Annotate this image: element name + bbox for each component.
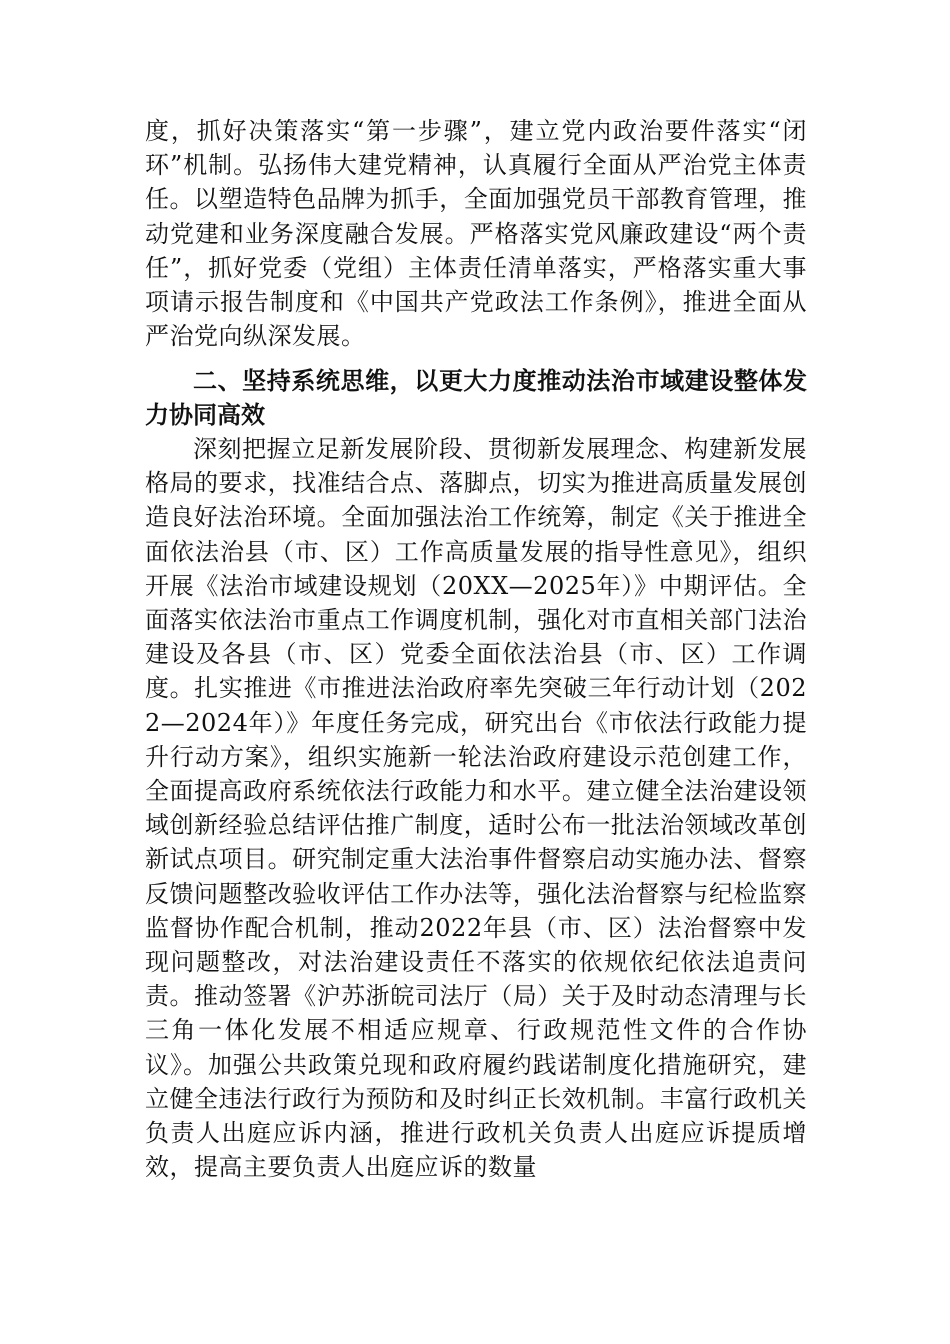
body-paragraph: 深刻把握立足新发展阶段、贯彻新发展理念、构建新发展格局的要求，找准结合点、落脚点，切实为推进高质量发展创造良好法治环境。全面加强法治工作统筹，制定《关于推进全面依法治县（市、区）工作高质量发展的指导性意见》，组织开展《法治市域建设规划（20XX—2025年）》中期评估。全面落实依法治市重点工作调度机制，强化对市直相关部门法治建设及各县（市、区）党委全面依法治县（市、区）工作调度。扎实推进《市推进法治政府率先突破三年行动计划（2022—2024年）》年度任务完成，研究出台《市依法行政能力提升行动方案》，组织实施新一轮法治政府建设示范创建工作，全面提高政府系统依法行政能力和水平。建立健全法治建设领域创新经验总结评估推广制度，适时公布一批法治领域改革创新试点项目。研究制定重大法治事件督察启动实施办法、督察反馈问题整改验收评估工作办法等，强化法治督察与纪检监察监督协作配合机制，推动2022年县（市、区）法治督察中发现问题整改，对法治建设责任不落实的依规依纪依法追责问责。推动签署《沪苏浙皖司法厅（局）关于及时动态清理与长三角一体化发展不相适应规章、行政规范性文件的合作协议》。加强公共政策兑现和政府履约践诺制度化措施研究，建立健全违法行政行为预防和及时纠正长效机制。丰富行政机关负责人出庭应诉内涵，推进行政机关负责人出庭应诉提质增效，提高主要负责人出庭应诉的数量: [145, 435, 807, 1182]
body-paragraph-continued: 度，抓好决策落实“第一步骤”，建立党内政治要件落实“闭环”机制。弘扬伟大建党精神，认真履行全面从严治党主体责任。以塑造特色品牌为抓手，全面加强党员干部教育管理，推动党建和业务深度融合发展。严格落实党风廉政建设“两个责任”，抓好党委（党组）主体责任清单落实，严格落实重大事项请示报告制度和《中国共产党政法工作条例》，推进全面从严治党向纵深发展。: [145, 117, 807, 351]
section-heading: 二、坚持系统思维，以更大力度推动法治市域建设整体发力协同高效: [145, 367, 807, 430]
